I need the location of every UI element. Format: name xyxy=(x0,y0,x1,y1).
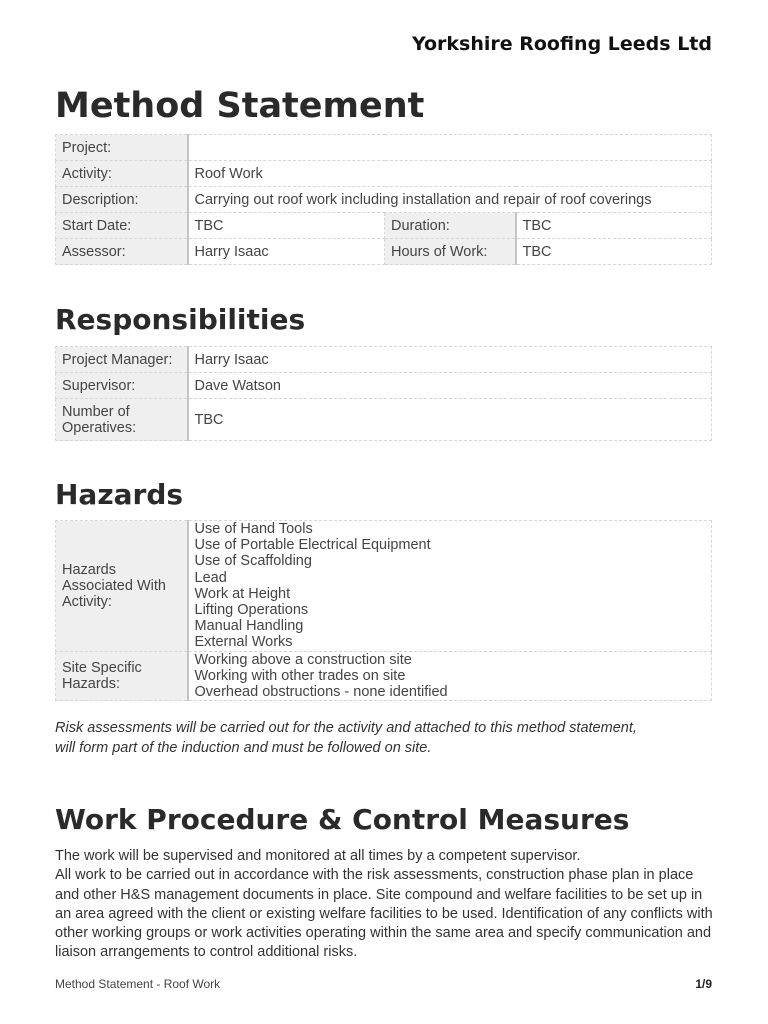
project-value xyxy=(188,135,712,161)
project-label: Project: xyxy=(56,135,188,161)
associated-hazards-label-line: Hazards xyxy=(62,561,116,578)
duration-label: Duration: xyxy=(385,213,516,239)
site-hazards-label xyxy=(56,651,188,701)
procedure-paragraph: The work will be supervised and monitored at all times by a competent supervisor. xyxy=(55,848,581,864)
hazard-item: Manual Handling xyxy=(194,618,304,635)
description-label: Description: xyxy=(56,187,188,213)
hazard-item: Use of Portable Electrical Equipment xyxy=(194,537,431,554)
project-manager-label: Project Manager: xyxy=(56,347,188,373)
assessor-label: Assessor: xyxy=(56,239,188,265)
activity-row xyxy=(56,161,712,187)
risk-assessment-note xyxy=(55,719,715,758)
description-value: Carrying out roof work including installation and repair of roof coverings xyxy=(188,187,712,213)
hazard-item: Lead xyxy=(194,569,227,586)
activity-value: Roof Work xyxy=(188,161,712,187)
project-manager-row xyxy=(56,347,712,373)
site-hazard-item: Working with other trades on site xyxy=(194,667,406,684)
procedure-heading: Work Procedure & Control Measures xyxy=(55,803,630,836)
project-manager-value: Harry Isaac xyxy=(188,347,712,373)
start-date-label: Start Date: xyxy=(56,213,188,239)
procedure-paragraph: All work to be carried out in accordance with the risk assessments, construction phase plan in place and other H&S management documents in place. Site compound and welfare facilities to be set up in an area agreed with the client or existing welfare facilities to be used. Identification of any conflicts with other working groups or work activities operating within the same area and specify communication and liaison arrangements to control additional risks. xyxy=(55,867,713,961)
project-details-table xyxy=(55,134,712,265)
start-date-value: TBC xyxy=(188,213,385,239)
site-hazards-row xyxy=(56,651,712,701)
hours-label: Hours of Work: xyxy=(385,239,516,265)
associated-hazards-label-line: Associated With xyxy=(62,577,166,594)
operatives-row xyxy=(56,399,712,441)
site-hazards-label-line: Site Specific xyxy=(62,659,142,676)
operatives-label-line: Number of xyxy=(62,403,130,420)
hazard-item: Lifting Operations xyxy=(194,602,309,619)
description-row xyxy=(56,187,712,213)
hazard-item: Use of Scaffolding xyxy=(194,553,312,570)
note-line: Risk assessments will be carried out for the activity and attached to this method statement, xyxy=(55,720,637,736)
assessor-row xyxy=(56,239,712,265)
start-date-row xyxy=(56,213,712,239)
hazard-item: Work at Height xyxy=(194,585,291,602)
site-hazard-item: Overhead obstructions - none identified xyxy=(194,684,448,701)
company-name: Yorkshire Roofing Leeds Ltd xyxy=(411,33,712,55)
associated-hazards-label-line: Activity: xyxy=(62,593,112,610)
page-number: 1/9 xyxy=(695,977,712,991)
footer-document-title: Method Statement - Roof Work xyxy=(55,977,221,991)
associated-hazards-label xyxy=(56,521,188,652)
responsibilities-table xyxy=(55,346,712,441)
page-title: Method Statement xyxy=(55,86,425,126)
associated-hazards-list xyxy=(188,521,712,652)
note-line: will form part of the induction and must be followed on site. xyxy=(55,739,432,756)
supervisor-label: Supervisor: xyxy=(56,373,188,399)
hazard-item: External Works xyxy=(194,634,293,651)
site-hazards-label-line: Hazards: xyxy=(62,675,121,692)
activity-label: Activity: xyxy=(56,161,188,187)
hazards-table xyxy=(55,520,712,701)
operatives-label-line: Operatives: xyxy=(62,419,137,436)
procedure-text xyxy=(55,847,720,963)
site-hazard-item: Working above a construction site xyxy=(194,651,412,668)
associated-hazards-row xyxy=(56,521,712,652)
supervisor-value: Dave Watson xyxy=(188,373,712,399)
operatives-label xyxy=(56,399,188,441)
project-row xyxy=(56,135,712,161)
operatives-value: TBC xyxy=(188,399,712,441)
hours-value: TBC xyxy=(516,239,712,265)
responsibilities-heading: Responsibilities xyxy=(55,303,306,336)
hazards-heading: Hazards xyxy=(55,478,184,511)
duration-value: TBC xyxy=(516,213,712,239)
assessor-value: Harry Isaac xyxy=(188,239,385,265)
hazard-item: Use of Hand Tools xyxy=(194,521,313,537)
site-hazards-list xyxy=(188,651,712,701)
supervisor-row xyxy=(56,373,712,399)
